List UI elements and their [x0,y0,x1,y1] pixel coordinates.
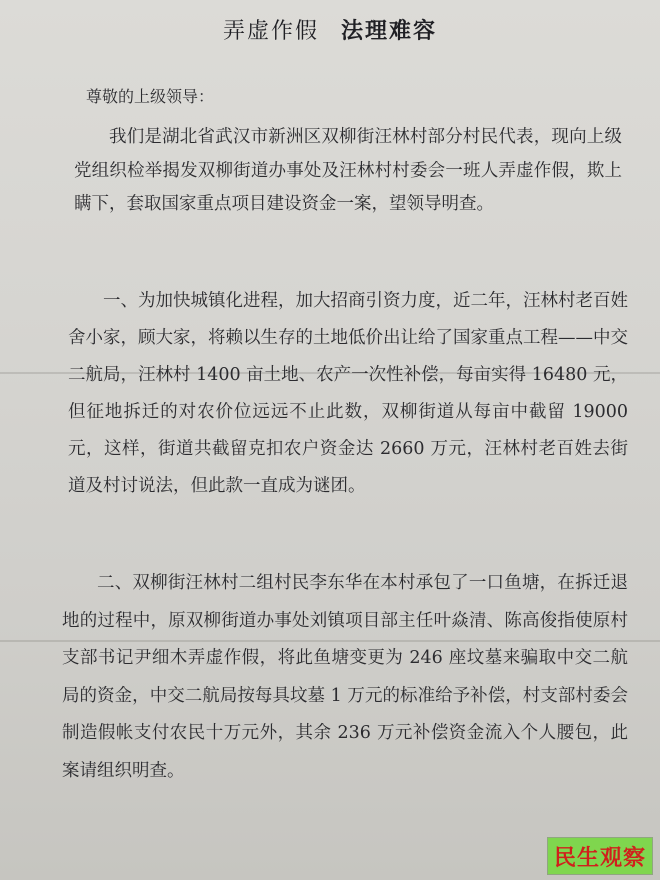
paragraph-point-1: 一、为加快城镇化进程，加大招商引资力度，近二年，汪林村老百姓舍小家，顾大家，将赖以生存的土地低价出让给了国家重点工程——中交二航局，汪林村 1400 亩土地、农产一次性补偿，每亩实得 16480 元，但征地拆迁的对农价位远远不止此数，双柳街道从每亩中截留 19000 元，这样，街道共截留克扣农户资金达 2660 万元，汪林村老百姓去街道及村讨说法，但此款一直成为谜团。 [68,291,628,496]
paragraph-point-2: 二、双柳街汪林村二组村民李东华在本村承包了一口鱼塘，在拆迁退地的过程中，原双柳街道办事处刘镇项目部主任叶焱清、陈高俊指使原村支部书记尹细木弄虚作假，将此鱼塘变更为 246 座坟墓来骗取中交二航局的资金，中交二航局按每具坟墓 1 万元的标准给予补偿，村支部村委会制造假帐支付农民十万元外，其余 236 万元补偿资金流入个人腰包，此案请组织明查。 [62,573,628,781]
salutation: 尊敬的上级领导： [86,87,215,106]
document-title [0,14,660,45]
watermark-badge: 民生观察 [548,838,652,874]
paragraph-intro: 我们是湖北省武汉市新洲区双柳街汪林村部分村民代表，现向上级党组织检举揭发双柳街道办事处及汪林村村委会一班人弄虚作假，欺上瞒下，套取国家重点项目建设资金一案，望领导明查。 [74,127,622,214]
title-part-1: 弄虚作假 [222,19,319,44]
title-part-2: 法理难容 [341,18,438,44]
